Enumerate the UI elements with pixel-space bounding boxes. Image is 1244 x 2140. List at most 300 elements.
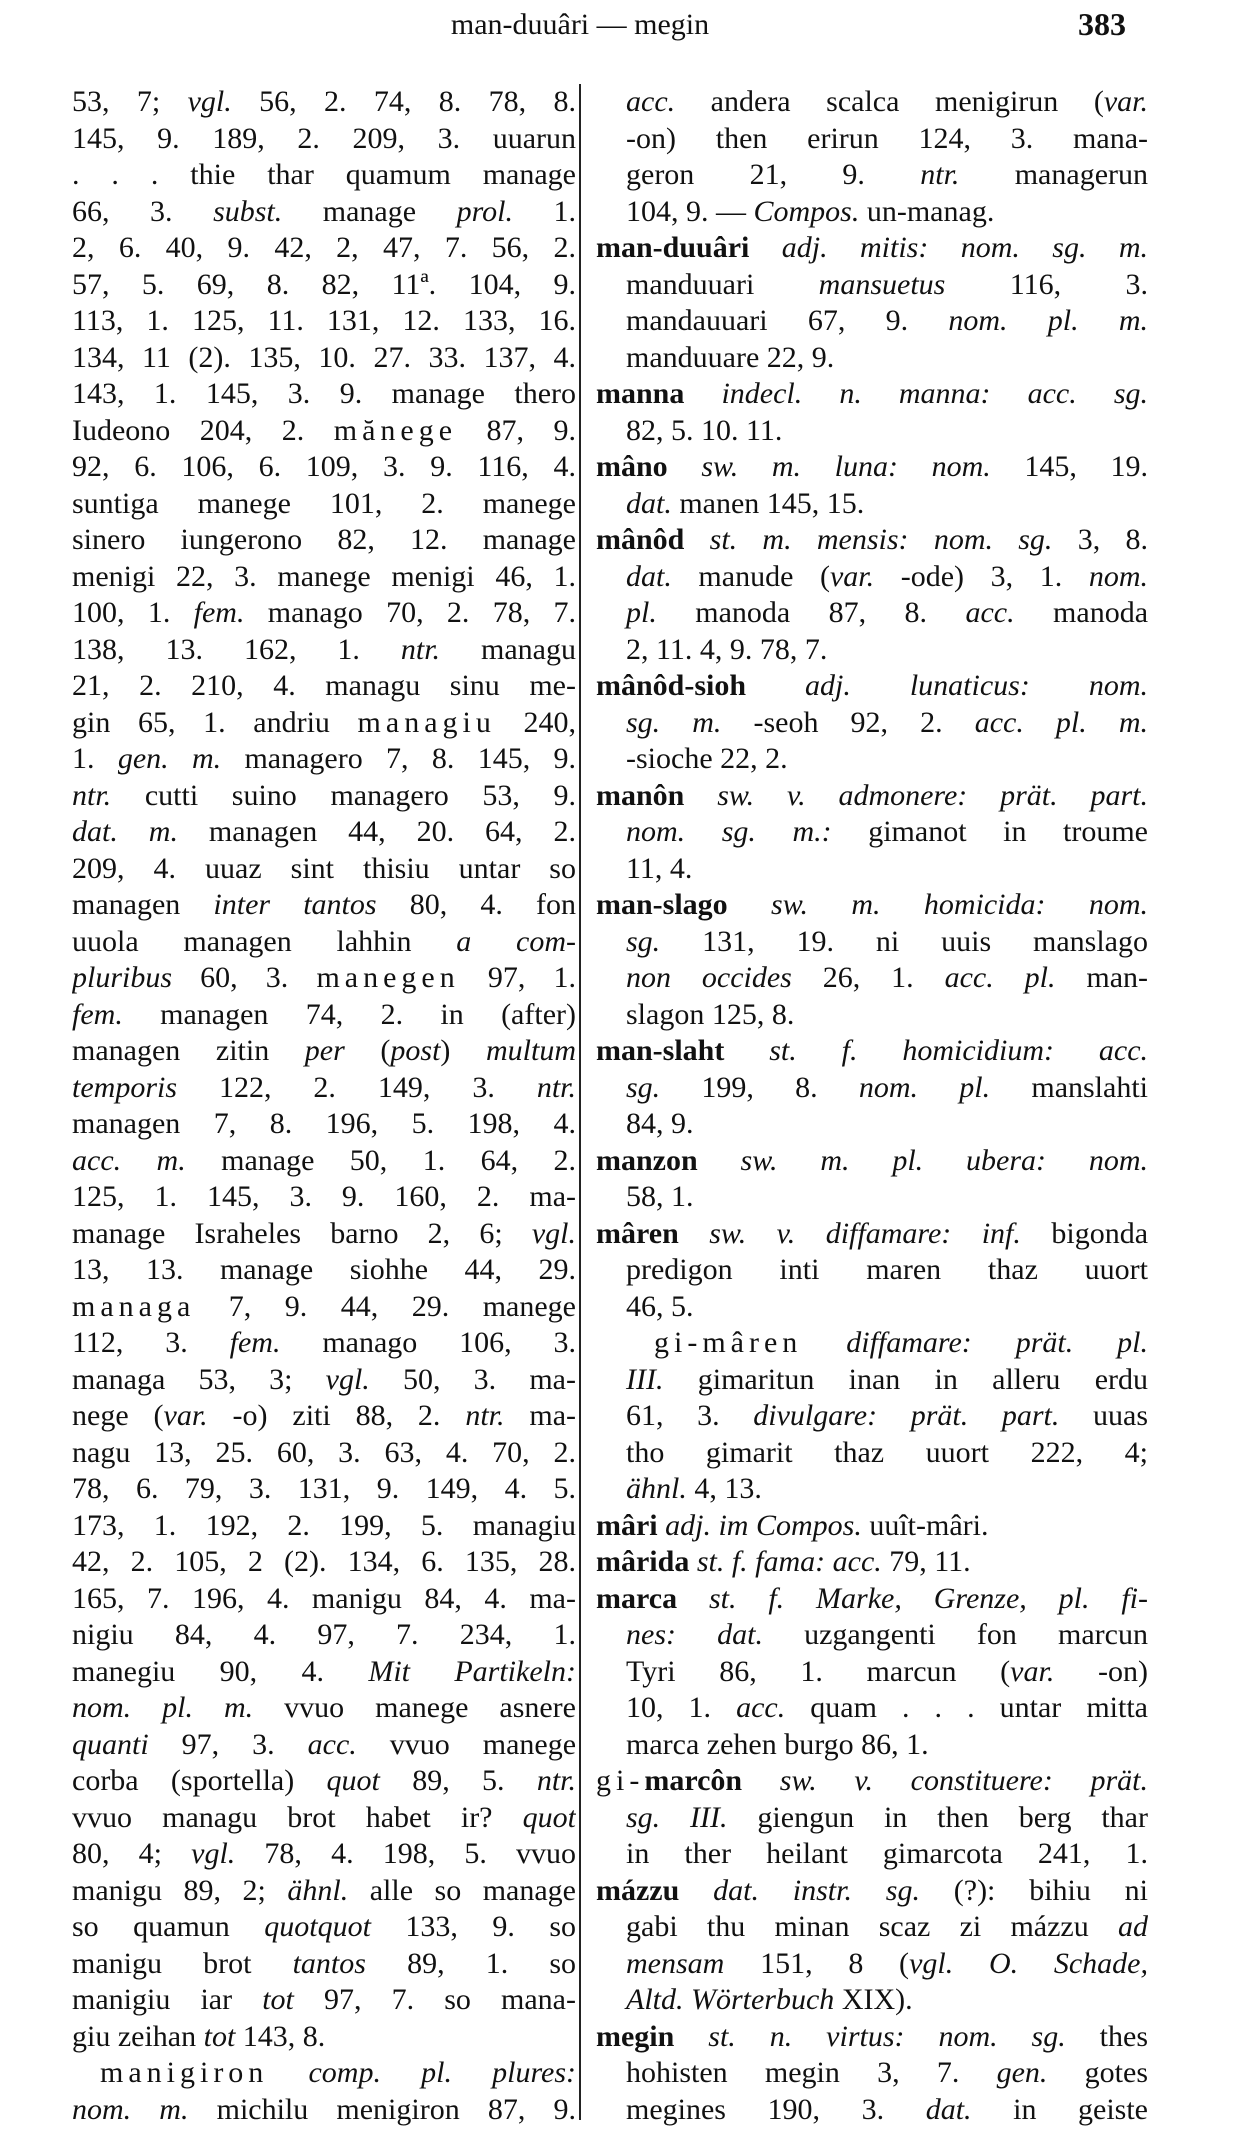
text-run — [679, 1874, 713, 1907]
text-run — [746, 669, 805, 702]
text-line — [72, 1362, 576, 1399]
text-line — [596, 705, 1148, 742]
text-run: managerun — [959, 158, 1148, 191]
headword: megin — [596, 2019, 675, 2053]
text-line — [596, 997, 1148, 1034]
text-run: manslahti — [990, 1070, 1148, 1104]
text-line — [596, 340, 1148, 377]
text-line — [596, 851, 1148, 888]
text-line — [72, 1070, 576, 1107]
grammar-note: pl. — [626, 596, 657, 629]
grammar-note: gen. — [996, 2056, 1048, 2089]
text-run: gotes — [1047, 2056, 1148, 2089]
text-run: megines 190, 3. — [626, 2092, 926, 2126]
text-run: managen 44, 20. 64, 2. — [177, 815, 576, 848]
text-run — [679, 1217, 709, 1250]
text-run: 100, 1. — [72, 596, 194, 629]
text-run: manage 50, 1. 64, 2. — [185, 1143, 576, 1177]
grammar-note: Altd. Wörterbuch — [626, 1983, 835, 2016]
text-run: 21, 2. 210, 4. managu sinu me- — [72, 669, 576, 702]
text-run: gimaritun inan in alleru erdu — [663, 1362, 1148, 1396]
text-run — [668, 450, 702, 483]
text-line — [596, 1909, 1148, 1946]
spaced-form: manigiron — [100, 2056, 269, 2089]
text-line — [72, 1654, 576, 1691]
grammar-note: multum — [486, 1034, 576, 1067]
text-line — [72, 741, 576, 778]
grammar-note: var. — [1103, 85, 1148, 118]
text-line — [72, 340, 576, 377]
text-run: andera scalca menigirun ( — [675, 85, 1104, 118]
text-run: 113, 1. 125, 11. 131, 12. 133, 16. — [72, 304, 576, 337]
headword: marcôn — [644, 1764, 743, 1797]
text-run: 11, 4. — [626, 851, 693, 885]
text-run: marca zehen burgo 86, 1. — [626, 1727, 929, 1761]
text-line — [72, 1690, 576, 1727]
grammar-note: st. f. homicidium: acc. — [769, 1034, 1148, 1067]
text-line — [596, 1654, 1148, 1691]
grammar-note: nom. pl. m. — [72, 1691, 254, 1724]
text-run: 46, 5. — [626, 1289, 694, 1323]
text-run: 151, 8 ( — [724, 1946, 910, 1980]
text-run: in geiste — [971, 2092, 1148, 2126]
headword: mâno — [596, 450, 668, 483]
text-line — [72, 449, 576, 486]
text-run: 2, 11. 4, 9. 78, 7. — [626, 632, 828, 666]
text-run: nigiu 84, 4. 97, 7. 234, 1. — [72, 1618, 576, 1651]
text-line — [72, 1033, 576, 1070]
text-run: 165, 7. 196, 4. manigu 84, 4. ma- — [72, 1581, 576, 1615]
grammar-note: ntr. — [465, 1399, 505, 1432]
text-run: 143, 8. — [235, 2019, 326, 2053]
text-run: uzgangenti fon marcun — [762, 1618, 1148, 1651]
headword: mânôd — [596, 523, 685, 556]
text-run: giu zeihan — [72, 2019, 204, 2053]
grammar-note: quotquot — [264, 1910, 371, 1943]
headword: man-slaht — [596, 1034, 725, 1067]
text-run: -on) then erirun 124, 3. mana- — [626, 121, 1148, 155]
grammar-note: dat. — [626, 486, 672, 520]
text-run: michilu menigiron 87, 9. — [188, 2092, 576, 2126]
text-run: XIX). — [834, 1983, 913, 2016]
text-line — [596, 960, 1148, 997]
text-line — [596, 1727, 1148, 1764]
grammar-note: vgl. — [531, 1216, 576, 1250]
grammar-note: var. — [1010, 1654, 1055, 1688]
text-line — [596, 267, 1148, 304]
text-line — [596, 194, 1148, 231]
text-run — [268, 2056, 308, 2089]
text-run: 125, 1. 145, 3. 9. 160, 2. ma- — [72, 1180, 576, 1213]
text-run: managero 7, 8. 145, 9. — [221, 742, 576, 775]
entry-headline — [596, 1143, 1148, 1180]
text-line — [72, 851, 576, 888]
text-line — [72, 522, 576, 559]
text-run: 10, 1. — [626, 1691, 737, 1724]
text-run: 134, 11 (2). 135, 10. 27. 33. 137, 4. — [72, 340, 576, 374]
grammar-note: st. n. virtus: nom. sg. — [708, 2019, 1066, 2053]
grammar-note: nom. m. — [72, 2092, 189, 2126]
text-run: manegiu 90, 4. — [72, 1654, 369, 1688]
text-run: cutti suino managero 53, 9. — [111, 778, 576, 812]
text-run — [684, 779, 717, 812]
text-line — [596, 924, 1148, 961]
grammar-note: tot — [203, 2019, 236, 2053]
text-run: 56, 2. 74, 8. 78, 8. — [231, 85, 576, 118]
text-line — [72, 84, 576, 121]
text-line — [596, 741, 1148, 778]
text-run: managa 53, 3; — [72, 1362, 326, 1396]
text-line — [72, 413, 576, 450]
running-header: man-duuâri — megin — [450, 8, 710, 41]
text-line — [596, 303, 1148, 340]
text-run: 104, 9. — — [626, 194, 754, 228]
text-line — [72, 1763, 576, 1800]
text-line — [72, 705, 576, 742]
text-run — [724, 1034, 769, 1067]
headword: mâri — [596, 1508, 658, 1542]
text-run: 145, 19. — [990, 450, 1148, 483]
text-run: nege ( — [72, 1399, 164, 1432]
entry-headline — [596, 1508, 1148, 1545]
text-run: 66, 3. — [72, 194, 214, 228]
text-line — [72, 814, 576, 851]
text-line — [72, 1946, 576, 1983]
text-line — [72, 157, 576, 194]
text-line — [596, 2055, 1148, 2092]
entry-headline — [596, 1763, 1148, 1800]
entry-headline — [596, 1544, 1148, 1581]
text-line — [72, 1873, 576, 1910]
text-run: Tyri 86, 1. marcun ( — [626, 1654, 1011, 1688]
grammar-note: dat. instr. sg. — [713, 1873, 920, 1907]
text-run: 2, 6. 40, 9. 42, 2, 47, 7. 56, 2. — [72, 231, 576, 264]
text-line — [596, 1070, 1148, 1107]
text-run: 199, 8. — [660, 1070, 859, 1104]
grammar-note: inter tantos — [213, 888, 377, 921]
grammar-note: ähnl. — [626, 1472, 687, 1505]
text-run: managen — [72, 888, 214, 921]
text-line — [72, 1471, 576, 1508]
grammar-note: nom. pl. — [858, 1070, 991, 1104]
entry-headline — [596, 230, 1148, 267]
grammar-note: sg. — [626, 924, 661, 958]
entry-headline — [596, 376, 1148, 413]
entry-headline — [596, 1581, 1148, 1618]
text-line — [596, 1800, 1148, 1837]
text-run: 1. — [72, 742, 118, 775]
text-run: corba (sportella) — [72, 1764, 327, 1797]
headword: man-duuâri — [596, 231, 750, 264]
text-run: 26, 1. — [791, 961, 945, 994]
text-line — [596, 1252, 1148, 1289]
text-run — [698, 1144, 741, 1177]
text-run: 42, 2. 105, 2 (2). 134, 6. 135, 28. — [72, 1545, 576, 1578]
grammar-note: prol. — [456, 194, 513, 228]
text-run: 4, 13. — [686, 1472, 762, 1505]
text-line — [72, 1508, 576, 1545]
text-line — [596, 1325, 1148, 1362]
entry-headline — [596, 1216, 1148, 1253]
text-run: nagu 13, 25. 60, 3. 63, 4. 70, 2. — [72, 1435, 576, 1469]
text-run: -seoh 92, 2. — [721, 705, 975, 739]
text-line — [72, 2055, 576, 2092]
column-divider — [579, 84, 581, 2120]
text-run — [689, 1545, 697, 1578]
text-run: -on) — [1054, 1654, 1148, 1688]
grammar-note: st. m. mensis: nom. sg. — [709, 523, 1053, 556]
text-run: manoda 87, 8. — [656, 596, 966, 629]
grammar-note: ähnl. — [287, 1873, 349, 1907]
text-run: ( — [344, 1034, 391, 1067]
text-run: suntiga manege 101, 2. manege — [72, 486, 576, 520]
text-run: manduuare 22, 9. — [626, 340, 835, 374]
text-run: 87, 9. — [457, 413, 576, 447]
grammar-note: tot — [262, 1983, 294, 2016]
text-line — [596, 1106, 1148, 1143]
grammar-note: mensam — [626, 1946, 725, 1980]
text-line — [72, 1106, 576, 1143]
right-column — [596, 84, 1148, 2128]
grammar-note: sw. m. homicida: nom. — [771, 888, 1148, 921]
text-line — [72, 887, 576, 924]
text-run: 89, 5. — [379, 1764, 537, 1797]
text-run: managu — [440, 632, 576, 666]
text-run: 80, 4; — [72, 1837, 192, 1870]
grammar-note: ntr. — [400, 632, 441, 666]
text-run: manigu brot — [72, 1946, 293, 1980]
grammar-note: sg. — [626, 1070, 661, 1104]
text-line — [596, 413, 1148, 450]
text-run: 97, 1. — [459, 961, 576, 994]
text-run: 84, 9. — [626, 1107, 694, 1140]
text-run: vvuo manege asnere — [253, 1691, 576, 1724]
text-line — [596, 1982, 1148, 2019]
text-run: 92, 6. 106, 6. 109, 3. 9. 116, 4. — [72, 450, 576, 483]
text-run: 97, 3. — [148, 1727, 308, 1761]
entry-headline — [596, 887, 1148, 924]
grammar-note: fem. — [72, 997, 123, 1031]
grammar-note: vgl. — [191, 1837, 236, 1870]
text-run — [728, 888, 771, 921]
text-run: 78, 6. 79, 3. 131, 9. 149, 4. 5. — [72, 1472, 576, 1505]
text-run — [802, 1326, 846, 1359]
text-line — [596, 1435, 1148, 1472]
grammar-note: quot — [326, 1764, 380, 1797]
entry-headline — [596, 1033, 1148, 1070]
text-line — [596, 1690, 1148, 1727]
grammar-note: sg. m. — [626, 705, 722, 739]
grammar-note: per — [304, 1034, 345, 1067]
headword: man-slago — [596, 888, 728, 921]
text-run: manage Israheles barno 2, 6; — [72, 1216, 532, 1250]
text-line — [72, 2019, 576, 2056]
headword: manna — [596, 377, 685, 410]
text-run: vvuo manege — [356, 1727, 576, 1761]
text-run: manigiu iar — [72, 1983, 263, 2016]
text-run: uuît-mâri. — [861, 1508, 989, 1542]
text-run: 3, 8. — [1052, 523, 1148, 556]
grammar-note: fem. — [229, 1326, 281, 1359]
grammar-note: ntr. — [536, 1764, 576, 1797]
grammar-note: ntr. — [72, 778, 112, 812]
text-line — [72, 1216, 576, 1253]
grammar-note: nes: dat. — [626, 1618, 763, 1651]
text-run: tho gimarit thaz uuort 222, 4; — [626, 1435, 1148, 1469]
text-line — [596, 486, 1148, 523]
grammar-note: diffamare: prät. pl. — [846, 1326, 1148, 1359]
text-run: 133, 9. so — [370, 1910, 576, 1943]
text-run: 79, 11. — [881, 1545, 971, 1578]
text-run: quam . . . untar mitta — [785, 1691, 1148, 1724]
left-column — [72, 84, 576, 2128]
text-line — [72, 1398, 576, 1435]
text-line — [72, 668, 576, 705]
grammar-note: sw. m. luna: nom. — [701, 450, 991, 483]
grammar-note: dat. — [925, 2092, 972, 2126]
text-run: -sioche 22, 2. — [626, 742, 788, 775]
spaced-form: mănege — [333, 413, 458, 447]
text-run — [684, 523, 709, 556]
text-line — [72, 595, 576, 632]
spaced-form: manegen — [316, 961, 460, 994]
grammar-note: nom. pl. m. — [948, 304, 1148, 337]
text-line — [72, 1143, 576, 1180]
spaced-form: gi- — [596, 1764, 645, 1797]
text-run: un-manag. — [859, 194, 995, 228]
text-line — [596, 1617, 1148, 1654]
grammar-note: Mit Partikeln: — [368, 1654, 576, 1688]
text-run: managen zitin — [72, 1034, 305, 1067]
grammar-note: ntr. — [920, 158, 960, 191]
text-line — [596, 1362, 1148, 1399]
grammar-note: acc. — [626, 85, 676, 118]
text-run: uuas — [1059, 1399, 1148, 1432]
grammar-note: comp. pl. plures: — [308, 2056, 576, 2089]
grammar-note: sw. v. admonere: prät. part. — [717, 778, 1148, 812]
grammar-note: quot — [522, 1800, 576, 1834]
text-run: 145, 9. 189, 2. 209, 3. uuarun — [72, 121, 576, 155]
grammar-note: gen. m. — [117, 742, 222, 775]
text-line — [72, 1800, 576, 1837]
text-run: 7, 9. 44, 29. manege — [195, 1289, 576, 1323]
text-run: -o) ziti 88, 2. — [207, 1399, 466, 1432]
text-line — [72, 2092, 576, 2129]
text-run: predigon inti maren thaz uuort — [626, 1253, 1148, 1286]
grammar-note: ad — [1118, 1910, 1148, 1943]
text-run: 131, 19. ni uuis manslago — [660, 924, 1148, 958]
text-line — [72, 1909, 576, 1946]
text-line — [596, 1836, 1148, 1873]
grammar-note: sw. m. pl. ubera: nom. — [740, 1143, 1148, 1177]
spaced-form: managa — [72, 1289, 196, 1323]
text-run: managen 7, 8. 196, 5. 198, 4. — [72, 1107, 576, 1140]
text-line — [72, 1836, 576, 1873]
text-run: 116, 3. — [945, 267, 1148, 301]
text-line — [596, 814, 1148, 851]
text-line — [596, 1471, 1148, 1508]
text-line — [596, 157, 1148, 194]
text-line — [72, 997, 576, 1034]
grammar-note: st. f. Marke, Grenze, pl. fi- — [708, 1581, 1148, 1615]
grammar-note: vgl. O. Schade, — [909, 1946, 1148, 1980]
text-run: . . . thie thar quamum manage — [72, 158, 576, 191]
text-run: ) — [440, 1034, 486, 1067]
text-run: 13, 13. manage siohhe 44, 29. — [72, 1253, 576, 1286]
text-line — [72, 230, 576, 267]
grammar-note: acc. pl. m. — [974, 705, 1148, 739]
text-run: manigu 89, 2; — [72, 1873, 288, 1907]
grammar-note: vgl. — [325, 1362, 370, 1396]
grammar-note: dat. m. — [72, 815, 178, 848]
grammar-note: acc. — [736, 1691, 786, 1724]
text-line — [72, 121, 576, 158]
grammar-note: acc. pl. — [944, 961, 1056, 994]
headword: manôn — [596, 778, 685, 812]
text-run: Iudeono 204, 2. — [72, 413, 334, 447]
text-run: menigi 22, 3. manege menigi 46, 1. — [72, 559, 576, 593]
text-run: man- — [1055, 961, 1148, 994]
text-line — [72, 267, 576, 304]
grammar-note: sw. v. constituere: prät. — [779, 1764, 1148, 1797]
text-run: so quamun — [72, 1910, 265, 1943]
text-run — [677, 1582, 709, 1615]
text-run: 173, 1. 192, 2. 199, 5. managiu — [72, 1508, 576, 1542]
grammar-note: var. — [163, 1399, 208, 1432]
text-run: 209, 4. uuaz sint thisiu untar so — [72, 851, 576, 885]
headword: mârida — [596, 1545, 690, 1578]
grammar-note: non occides — [626, 961, 792, 994]
text-run: in ther heilant gimarcota 241, 1. — [626, 1837, 1148, 1870]
grammar-note: indecl. n. manna: acc. sg. — [721, 377, 1148, 410]
text-line — [72, 194, 576, 231]
grammar-note: fem. — [193, 596, 245, 629]
text-run — [684, 377, 721, 410]
grammar-note: adj. im Compos. — [665, 1508, 862, 1542]
text-run: gimanot in troume — [831, 815, 1148, 848]
text-run: manduuari — [626, 267, 819, 301]
grammar-note: tantos — [292, 1946, 366, 1980]
grammar-note: pluribus — [72, 961, 173, 994]
headword: manzon — [596, 1143, 698, 1177]
text-line — [72, 303, 576, 340]
grammar-note: sw. v. diffamare: inf. — [709, 1216, 1021, 1250]
text-line — [72, 1581, 576, 1618]
entry-headline — [596, 522, 1148, 559]
page-number: 383 — [1078, 6, 1126, 42]
text-line — [596, 559, 1148, 596]
text-line — [72, 1179, 576, 1216]
text-run: 58, 1. — [626, 1180, 694, 1213]
text-run: 240, — [495, 705, 576, 739]
text-run: 53, 7; — [72, 85, 188, 118]
entry-headline — [596, 668, 1148, 705]
text-run: manage — [282, 194, 457, 228]
text-run: ma- — [504, 1399, 576, 1432]
text-run: 50, 3. ma- — [369, 1362, 576, 1396]
text-line — [72, 1727, 576, 1764]
text-line — [596, 1946, 1148, 1983]
grammar-note: adj. mitis: nom. sg. m. — [781, 231, 1148, 264]
text-line — [72, 486, 576, 523]
text-line — [596, 2092, 1148, 2129]
text-run: giengun in then berg thar — [727, 1800, 1148, 1834]
text-line — [596, 1289, 1148, 1326]
grammar-note: post — [390, 1034, 441, 1067]
text-run: mandauuari 67, 9. — [626, 304, 949, 337]
text-line — [72, 1617, 576, 1654]
text-line — [72, 1289, 576, 1326]
